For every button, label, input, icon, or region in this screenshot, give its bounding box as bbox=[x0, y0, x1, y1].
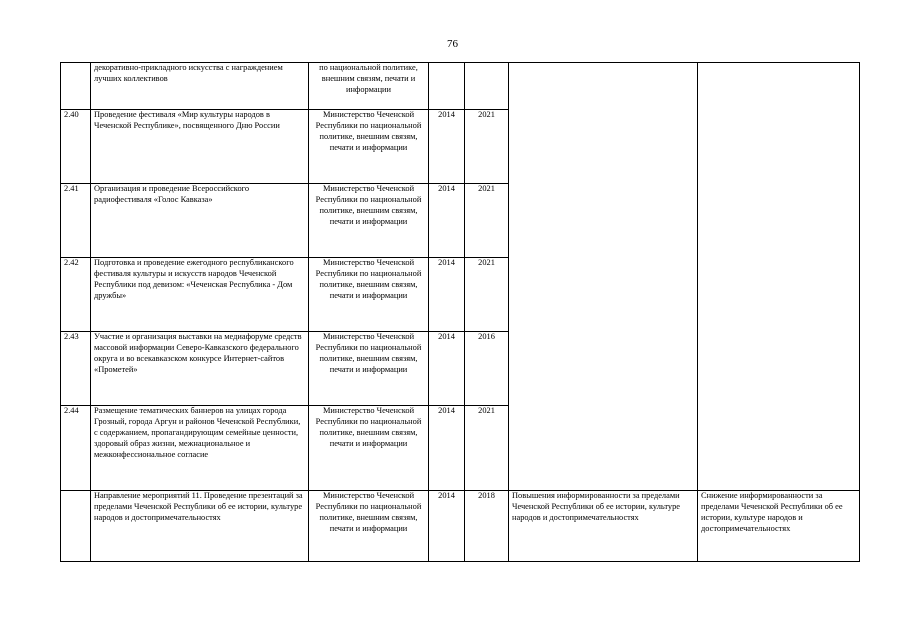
expected-result: Повышения информированности за пределами Чеченской Республики об ее истории, культуре народов и достопримечательностях bbox=[509, 491, 698, 562]
row-number: 2.41 bbox=[61, 184, 91, 258]
end-year: 2021 bbox=[465, 406, 509, 491]
start-year: 2014 bbox=[429, 258, 465, 332]
activity-name: Направление мероприятий 11. Проведение презентаций за пределами Чеченской Республики об ее истории, культуре народов и достопримечательностях bbox=[91, 491, 309, 562]
risk-cell bbox=[698, 63, 860, 491]
responsible-executor: Министерство Чеченской Республики по национальной политике, внешним связям, печати и информации bbox=[309, 332, 429, 406]
start-year: 2014 bbox=[429, 406, 465, 491]
start-year: 2014 bbox=[429, 332, 465, 406]
start-year: 2014 bbox=[429, 184, 465, 258]
risk-consequence: Снижение информированности за пределами Чеченской Республики об ее истории, культуре народов и достопримечательностях bbox=[698, 491, 860, 562]
row-number: 2.40 bbox=[61, 110, 91, 184]
activity-name: Организация и проведение Всероссийского радиофестиваля «Голос Кавказа» bbox=[91, 184, 309, 258]
activity-name: Размещение тематических баннеров на улицах города Грозный, города Аргун и районов Чеченской Республики, с содержанием, пропагандирующим семейные ценности, здоровый образ жизни, межнациональное и межконфессиональное согласие bbox=[91, 406, 309, 491]
responsible-executor: Министерство Чеченской Республики по национальной политике, внешним связям, печати и информации bbox=[309, 184, 429, 258]
end-year: 2021 bbox=[465, 184, 509, 258]
row-number bbox=[61, 491, 91, 562]
expected-result-cell bbox=[509, 63, 698, 491]
row-number: 2.42 bbox=[61, 258, 91, 332]
responsible-executor: Министерство Чеченской Республики по национальной политике, внешним связям, печати и информации bbox=[309, 406, 429, 491]
end-year: 2018 bbox=[465, 491, 509, 562]
row-number bbox=[61, 63, 91, 110]
responsible-executor: Министерство Чеченской Республики по национальной политике, внешним связям, печати и информации bbox=[309, 110, 429, 184]
start-year: 2014 bbox=[429, 491, 465, 562]
activity-name: Участие и организация выставки на медиафоруме средств массовой информации Северо-Кавказского федерального округа и во всекавказском конкурсе Интернет-сайтов «Прометей» bbox=[91, 332, 309, 406]
activity-name: Проведение фестиваля «Мир культуры народов в Чеченской Республике», посвященного Дню России bbox=[91, 110, 309, 184]
activity-name: декоративно-прикладного искусства с награждением лучших коллективов bbox=[91, 63, 309, 110]
activity-name: Подготовка и проведение ежегодного республиканского фестиваля культуры и искусств народов Чеченской Республики под девизом: «Чеченская Республика - Дом дружбы» bbox=[91, 258, 309, 332]
responsible-executor: Министерство Чеченской Республики по национальной политике, внешним связям, печати и информации bbox=[309, 258, 429, 332]
table-row bbox=[61, 491, 860, 562]
page-number: 76 bbox=[447, 38, 458, 50]
row-number: 2.43 bbox=[61, 332, 91, 406]
end-year: 2021 bbox=[465, 110, 509, 184]
start-year bbox=[429, 63, 465, 110]
end-year bbox=[465, 63, 509, 110]
activities-table bbox=[60, 62, 860, 562]
row-number: 2.44 bbox=[61, 406, 91, 491]
responsible-executor: Министерство Чеченской Республики по национальной политике, внешним связям, печати и информации bbox=[309, 491, 429, 562]
end-year: 2016 bbox=[465, 332, 509, 406]
table-row bbox=[61, 63, 860, 110]
start-year: 2014 bbox=[429, 110, 465, 184]
end-year: 2021 bbox=[465, 258, 509, 332]
responsible-executor: по национальной политике, внешним связям, печати и информации bbox=[309, 63, 429, 110]
